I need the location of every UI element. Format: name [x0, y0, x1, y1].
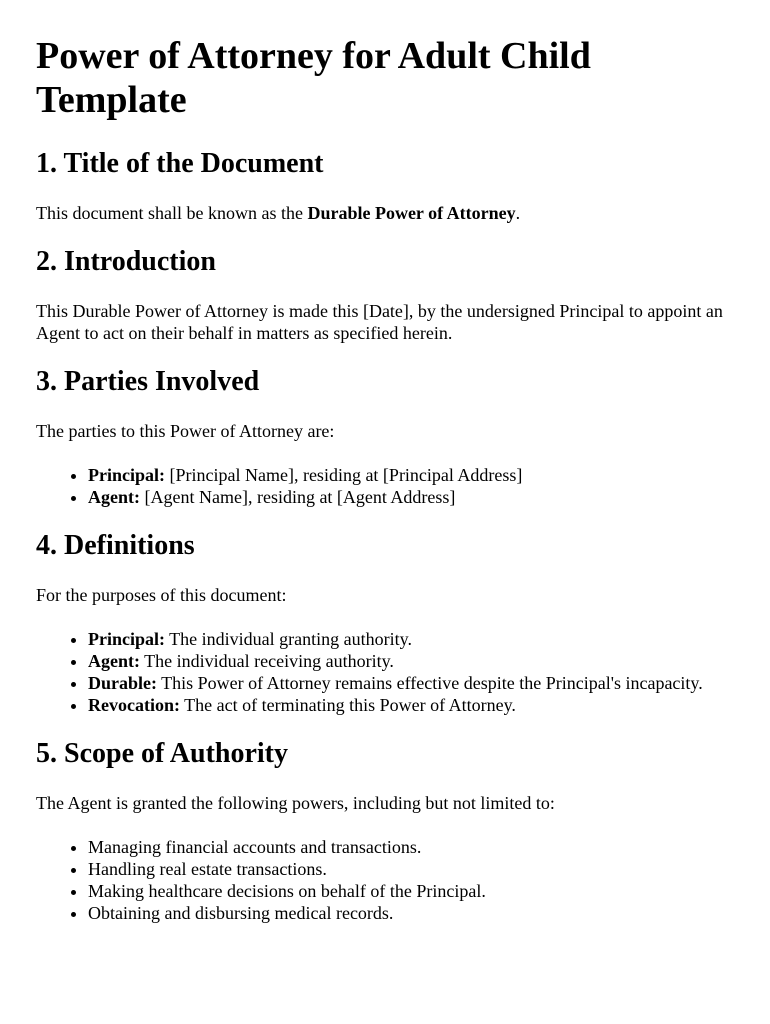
list-item-term: Agent:: [88, 651, 140, 671]
list-item-text: [Principal Name], residing at [Principal Address]: [165, 465, 523, 485]
paragraph-text: This document shall be known as the: [36, 203, 308, 223]
section-heading: 2. Introduction: [36, 246, 216, 277]
section-scope-of-authority: [36, 738, 734, 924]
list-item-term: Durable:: [88, 673, 157, 693]
list-item: [88, 694, 734, 716]
list-item: • Making healthcare decisions on behalf of the Principal.: [88, 880, 734, 902]
section-heading: 1. Title of the Document: [36, 148, 324, 179]
document-name-bold: Durable Power of Attorney: [307, 203, 516, 223]
list-item-text: The act of terminating this Power of Attorney.: [179, 695, 516, 715]
document-title: Power of Attorney for Adult Child Template: [36, 35, 591, 121]
section-paragraph: This Durable Power of Attorney is made this [Date], by the undersigned Principal to appoint an Agent to act on their behalf in matters as specified herein.: [36, 301, 723, 343]
section-paragraph: The parties to this Power of Attorney are:: [36, 421, 335, 441]
parties-list: [36, 464, 734, 508]
list-item-term: Agent:: [88, 487, 140, 507]
list-item-term: Principal:: [88, 465, 165, 485]
list-item-term: Principal:: [88, 629, 165, 649]
definitions-list: [36, 628, 734, 716]
list-item-text: The individual granting authority.: [165, 629, 412, 649]
section-title-of-document: [36, 148, 734, 224]
section-paragraph: For the purposes of this document:: [36, 585, 287, 605]
section-paragraph: [36, 202, 734, 224]
list-item: • Managing financial accounts and transactions.: [88, 836, 734, 858]
powers-list: [36, 836, 734, 924]
paragraph-text: .: [515, 203, 521, 223]
list-item-text: This Power of Attorney remains effective despite the Principal's incapacity.: [157, 673, 703, 693]
list-item: • Handling real estate transactions.: [88, 858, 734, 880]
list-item: [88, 650, 734, 672]
list-item: • Obtaining and disbursing medical records.: [88, 902, 734, 924]
list-item-text: The individual receiving authority.: [140, 651, 394, 671]
section-paragraph: The Agent is granted the following powers, including but not limited to:: [36, 793, 555, 813]
list-item-term: Revocation:: [88, 695, 180, 715]
section-parties-involved: [36, 366, 734, 508]
list-item: [88, 464, 734, 486]
list-item: [88, 672, 734, 694]
section-definitions: [36, 530, 734, 716]
section-heading: 5. Scope of Authority: [36, 738, 288, 769]
list-item: [88, 486, 734, 508]
section-heading: 4. Definitions: [36, 530, 195, 561]
list-item: [88, 628, 734, 650]
section-heading: 3. Parties Involved: [36, 366, 260, 397]
list-item-text: [Agent Name], residing at [Agent Address]: [140, 487, 456, 507]
section-introduction: [36, 246, 734, 344]
